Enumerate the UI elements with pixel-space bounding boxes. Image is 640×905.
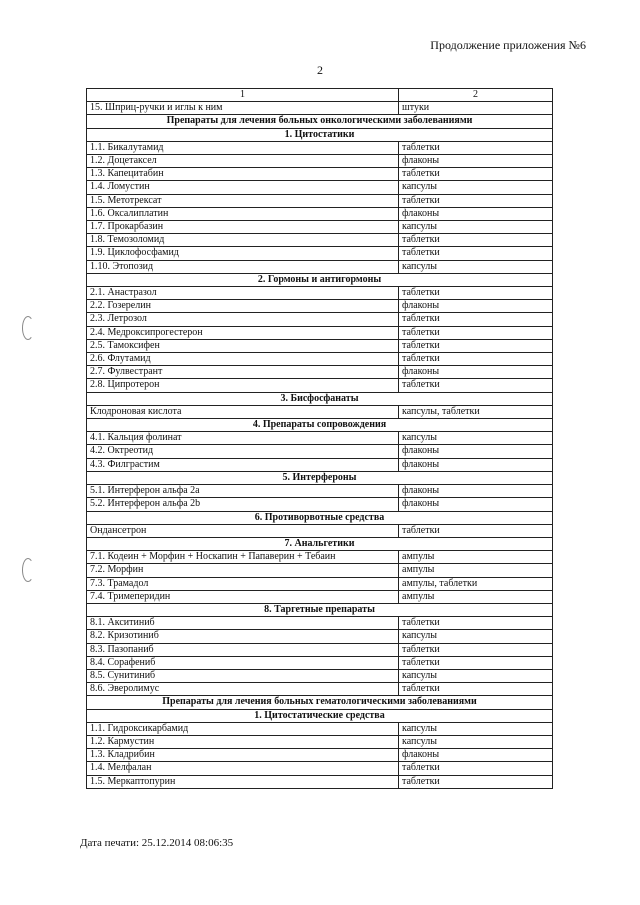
dosage-form: флаконы [399, 485, 553, 498]
dosage-form: флаконы [399, 366, 553, 379]
dosage-form: капсулы, таблетки [399, 405, 553, 418]
dosage-form: таблетки [399, 141, 553, 154]
table-row [87, 498, 553, 511]
table-row [87, 485, 553, 498]
section-header-row [87, 419, 553, 432]
dosage-form: таблетки [399, 656, 553, 669]
dosage-form: флаконы [399, 749, 553, 762]
dosage-form: флаконы [399, 207, 553, 220]
table-row [87, 630, 553, 643]
drug-name: 7.2. Морфин [87, 564, 399, 577]
section-header-row [87, 392, 553, 405]
dosage-form: таблетки [399, 617, 553, 630]
drug-name: 15. Шприц-ручки и иглы к ним [87, 102, 399, 115]
drug-name: 8.3. Пазопаниб [87, 643, 399, 656]
drug-name: 1.1. Бикалутамид [87, 141, 399, 154]
section-title: 1. Цитостатики [87, 128, 553, 141]
table-row [87, 735, 553, 748]
table-row [87, 577, 553, 590]
dosage-form: таблетки [399, 762, 553, 775]
drug-name: 1.9. Циклофосфамид [87, 247, 399, 260]
drug-name: 7.4. Тримеперидин [87, 590, 399, 603]
drug-name: 8.6. Эверолимус [87, 683, 399, 696]
dosage-form: таблетки [399, 353, 553, 366]
table-row [87, 181, 553, 194]
section-title: 2. Гормоны и антигормоны [87, 273, 553, 286]
print-date: Дата печати: 25.12.2014 08:06:35 [80, 837, 234, 849]
dosage-form: таблетки [399, 524, 553, 537]
table-row [87, 458, 553, 471]
column-number: 2 [399, 89, 553, 102]
dosage-form: капсулы [399, 221, 553, 234]
table-row [87, 643, 553, 656]
drug-name: 2.7. Фулвестрант [87, 366, 399, 379]
table-row [87, 141, 553, 154]
section-title: 8. Таргетные препараты [87, 603, 553, 616]
table-row [87, 669, 553, 682]
dosage-form: ампулы [399, 590, 553, 603]
section-header-row [87, 603, 553, 616]
dosage-form: таблетки [399, 194, 553, 207]
continuation-note: Продолжение приложения №6 [430, 38, 586, 52]
table-row [87, 379, 553, 392]
drug-name: 1.5. Меркаптопурин [87, 775, 399, 788]
dosage-form: ампулы, таблетки [399, 577, 553, 590]
table-row [87, 524, 553, 537]
medication-table-body [87, 89, 553, 789]
table-row [87, 722, 553, 735]
drug-name: 1.3. Капецитабин [87, 168, 399, 181]
drug-name: 8.5. Сунитиниб [87, 669, 399, 682]
dosage-form: таблетки [399, 326, 553, 339]
drug-name: 7.3. Трамадол [87, 577, 399, 590]
table-row [87, 445, 553, 458]
drug-name: Клодроновая кислота [87, 405, 399, 418]
drug-name: 1.5. Метотрексат [87, 194, 399, 207]
page-number: 2 [317, 63, 323, 77]
dosage-form: таблетки [399, 683, 553, 696]
table-row [87, 300, 553, 313]
drug-name: 4.2. Октреотид [87, 445, 399, 458]
table-row [87, 221, 553, 234]
section-header-row [87, 273, 553, 286]
dosage-form: штуки [399, 102, 553, 115]
drug-name: 8.2. Кризотиниб [87, 630, 399, 643]
dosage-form: таблетки [399, 287, 553, 300]
drug-name: 1.2. Кармустин [87, 735, 399, 748]
drug-name: 1.4. Мелфалан [87, 762, 399, 775]
dosage-form: капсулы [399, 722, 553, 735]
table-row [87, 366, 553, 379]
table-row [87, 168, 553, 181]
table-row [87, 617, 553, 630]
section-header-row [87, 471, 553, 484]
section-title: 4. Препараты сопровождения [87, 419, 553, 432]
table-row [87, 247, 553, 260]
drug-name: 2.8. Ципротерон [87, 379, 399, 392]
section-title: 7. Анальгетики [87, 537, 553, 550]
dosage-form: таблетки [399, 313, 553, 326]
section-title: 1. Цитостатические средства [87, 709, 553, 722]
dosage-form: таблетки [399, 775, 553, 788]
table-row [87, 287, 553, 300]
section-title: Препараты для лечения больных гематологическими заболеваниями [87, 696, 553, 709]
section-header-row [87, 537, 553, 550]
drug-name: 7.1. Кодеин + Морфин + Носкапин + Папаверин + Тебаин [87, 551, 399, 564]
table-row [87, 683, 553, 696]
dosage-form: таблетки [399, 168, 553, 181]
drug-name: 2.1. Анастразол [87, 287, 399, 300]
dosage-form: флаконы [399, 445, 553, 458]
punch-hole-mark [22, 558, 34, 582]
dosage-form: таблетки [399, 643, 553, 656]
drug-name: 2.3. Летрозол [87, 313, 399, 326]
dosage-form: ампулы [399, 551, 553, 564]
table-row [87, 353, 553, 366]
dosage-form: таблетки [399, 247, 553, 260]
dosage-form: флаконы [399, 458, 553, 471]
section-title: 6. Противорвотные средства [87, 511, 553, 524]
section-title: 5. Интерфероны [87, 471, 553, 484]
table-row [87, 339, 553, 352]
table-row [87, 749, 553, 762]
dosage-form: флаконы [399, 300, 553, 313]
table-row [87, 564, 553, 577]
table-row [87, 155, 553, 168]
dosage-form: флаконы [399, 498, 553, 511]
dosage-form: капсулы [399, 260, 553, 273]
dosage-form: капсулы [399, 630, 553, 643]
drug-name: 1.6. Оксалиплатин [87, 207, 399, 220]
drug-name: 2.6. Флутамид [87, 353, 399, 366]
section-header-row [87, 709, 553, 722]
table-row [87, 234, 553, 247]
drug-name: 8.4. Сорафениб [87, 656, 399, 669]
dosage-form: флаконы [399, 155, 553, 168]
section-header-row [87, 128, 553, 141]
table-row [87, 656, 553, 669]
dosage-form: таблетки [399, 339, 553, 352]
table-row [87, 102, 553, 115]
column-number-row [87, 89, 553, 102]
table-row [87, 551, 553, 564]
dosage-form: таблетки [399, 379, 553, 392]
dosage-form: капсулы [399, 735, 553, 748]
drug-name: 2.5. Тамоксифен [87, 339, 399, 352]
table-row [87, 762, 553, 775]
drug-name: 1.4. Ломустин [87, 181, 399, 194]
table-row [87, 260, 553, 273]
drug-name: 5.2. Интерферон альфа 2b [87, 498, 399, 511]
section-header-row [87, 696, 553, 709]
drug-name: 2.4. Медроксипрогестерон [87, 326, 399, 339]
drug-name: 1.10. Этопозид [87, 260, 399, 273]
section-header-row [87, 511, 553, 524]
table-row [87, 432, 553, 445]
drug-name: 1.8. Темозоломид [87, 234, 399, 247]
section-header-row [87, 115, 553, 128]
medication-table [86, 88, 553, 789]
drug-name: 4.3. Филграстим [87, 458, 399, 471]
dosage-form: таблетки [399, 234, 553, 247]
drug-name: 1.7. Прокарбазин [87, 221, 399, 234]
table-row [87, 313, 553, 326]
dosage-form: капсулы [399, 181, 553, 194]
table-row [87, 326, 553, 339]
drug-name: 1.1. Гидроксикарбамид [87, 722, 399, 735]
table-row [87, 775, 553, 788]
table-row [87, 194, 553, 207]
drug-name: 1.2. Доцетаксел [87, 155, 399, 168]
dosage-form: капсулы [399, 432, 553, 445]
section-title: 3. Бисфосфанаты [87, 392, 553, 405]
dosage-form: капсулы [399, 669, 553, 682]
table-row [87, 405, 553, 418]
drug-name: 4.1. Кальция фолинат [87, 432, 399, 445]
table-row [87, 207, 553, 220]
drug-name: 2.2. Гозерелин [87, 300, 399, 313]
drug-name: 8.1. Акситиниб [87, 617, 399, 630]
table-row [87, 590, 553, 603]
section-title: Препараты для лечения больных онкологическими заболеваниями [87, 115, 553, 128]
drug-name: 5.1. Интерферон альфа 2а [87, 485, 399, 498]
drug-name: Ондансетрон [87, 524, 399, 537]
dosage-form: ампулы [399, 564, 553, 577]
punch-hole-mark [22, 316, 34, 340]
column-number: 1 [87, 89, 399, 102]
drug-name: 1.3. Кладрибин [87, 749, 399, 762]
